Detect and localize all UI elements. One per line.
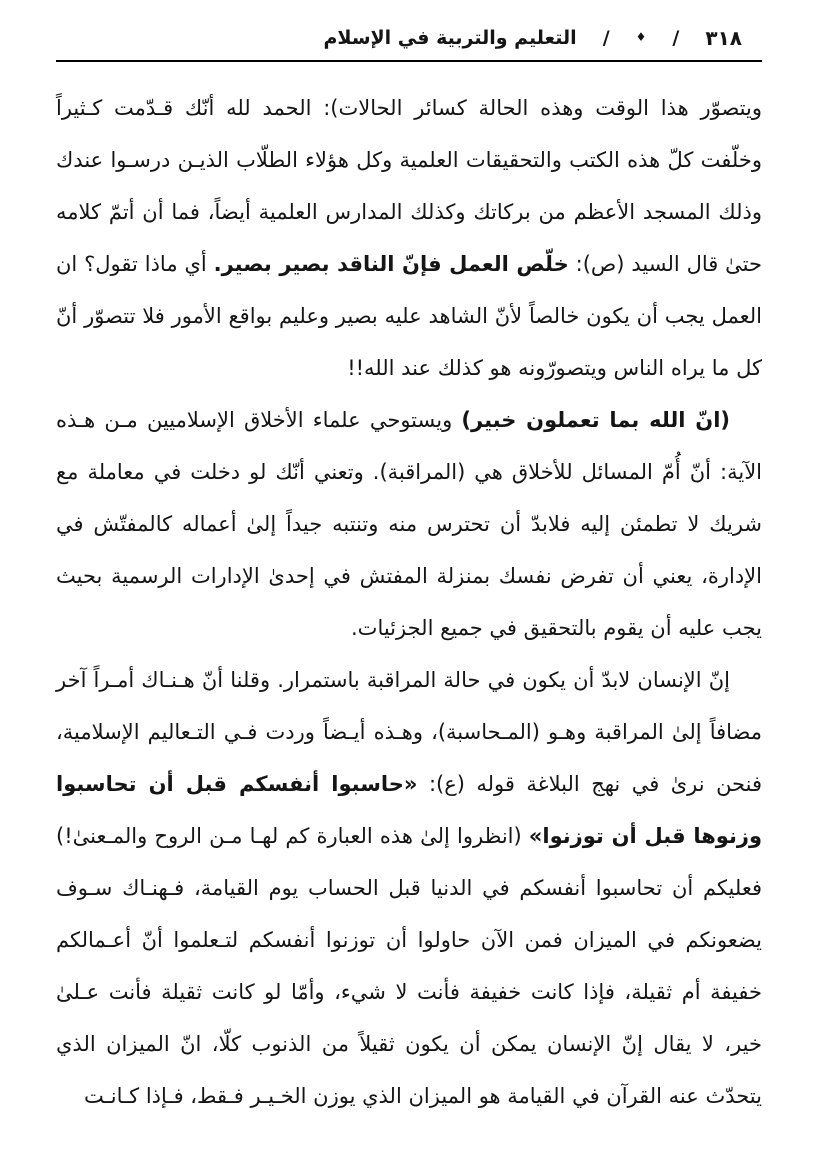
text-segment: أي ماذا تقول؟ ان العمل يجب أن يكون خالصاً لأنّ الشاهد عليه بصير وعليم بواقع الأمور فلا تتصوّر أنّ كل ما يراه الناس ويتصورّونه هو كذلك عند الله!!	[56, 252, 762, 380]
bold-text-segment: خلّص العمل فإنّ الناقد بصير بصير.	[213, 252, 569, 276]
text-segment: ويتصوّر هذا الوقت وهذه الحالة كسائر الحالات): الحمد لله أنّك قـدّمت كـثيراً وخلّفت كلّ هذه الكتب والتحقيقات العلمية وكل هؤلاء الطلّاب الذيـن درسـوا عندك وذلك المسجد الأعظم من بركاتك وكذلك المدارس العلمية أيضاً، فما أن أتمّ كلامه حتىٰ قال السيد (ص):	[56, 96, 762, 276]
running-header	[56, 26, 762, 50]
chapter-title: التعليم والتربية في الإسلام	[323, 27, 577, 49]
separator-slash: /	[672, 27, 680, 49]
separator-slash: /	[602, 27, 610, 49]
header-rule	[56, 60, 762, 62]
paragraph	[56, 654, 762, 1122]
paragraph	[56, 82, 762, 394]
paragraph	[56, 394, 762, 654]
body-text	[56, 82, 762, 1122]
bold-text-segment: «حاسبوا أنفسكم قبل أن تحاسبوا وزنوها قبل أن توزنوا»	[56, 772, 763, 848]
text-segment: إنّ الإنسان لابدّ أن يكون في حالة المراقبة باستمرار. وقلنا أنّ هـنـاك أمـراً آخر مضافاً إلىٰ المراقبة وهـو (المـحاسبة)، وهـذه أيـضاً وردت فـي التـعاليم الإسلامية، فنحن نرىٰ في نهج البلاغة قوله (ع):	[56, 668, 762, 796]
diamond-icon: ♦	[635, 30, 647, 44]
text-segment: (انظروا إلىٰ هذه العبارة كم لهـا مـن الروح والمـعنىٰ!) فعليكم أن تحاسبوا أنفسكم في الدنيا قبل الحساب يوم القيامة، فـهنـاك سـوف يضعونكم في الميزان فمن الآن حاولوا أن توزنوا أنفسكم لتـعلموا أنّ أعـمالكم خفيفة أم ثقيلة، فإذا كانت خفيفة فأنت لا شيء، وأمّا لو كانت ثقيلة فأنت عـلىٰ خير، لا يقال إنّ الإنسان يمكن أن يكون ثقيلاً من الذنوب كلّا، انّ الميزان الذي يتحدّث عنه القرآن في القيامة هو الميزان الذي يوزن الخـيـر فـقط، فـإذا كـانـت	[56, 824, 762, 1108]
bold-text-segment: (انّ الله بما تعملون خبير)	[461, 408, 730, 432]
text-segment: ويستوحي علماء الأخلاق الإسلاميين مـن هـذه الآية: أنّ أُمّ المسائل للأخلاق هي (المراقبة). وتعني أنّك لو دخلت في معاملة مع شريك لا تطمئن إليه فلابدّ أن تحترس منه وتنتبه جيداً إلىٰ أعماله كالمفتّش في الإدارة، يعني أن تفرض نفسك بمنزلة المفتش في إحدىٰ الإدارات الرسمية بحيث يجب عليه أن يقوم بالتحقيق في جميع الجزئيات.	[56, 408, 762, 640]
page-number: ٣١٨	[705, 26, 742, 50]
